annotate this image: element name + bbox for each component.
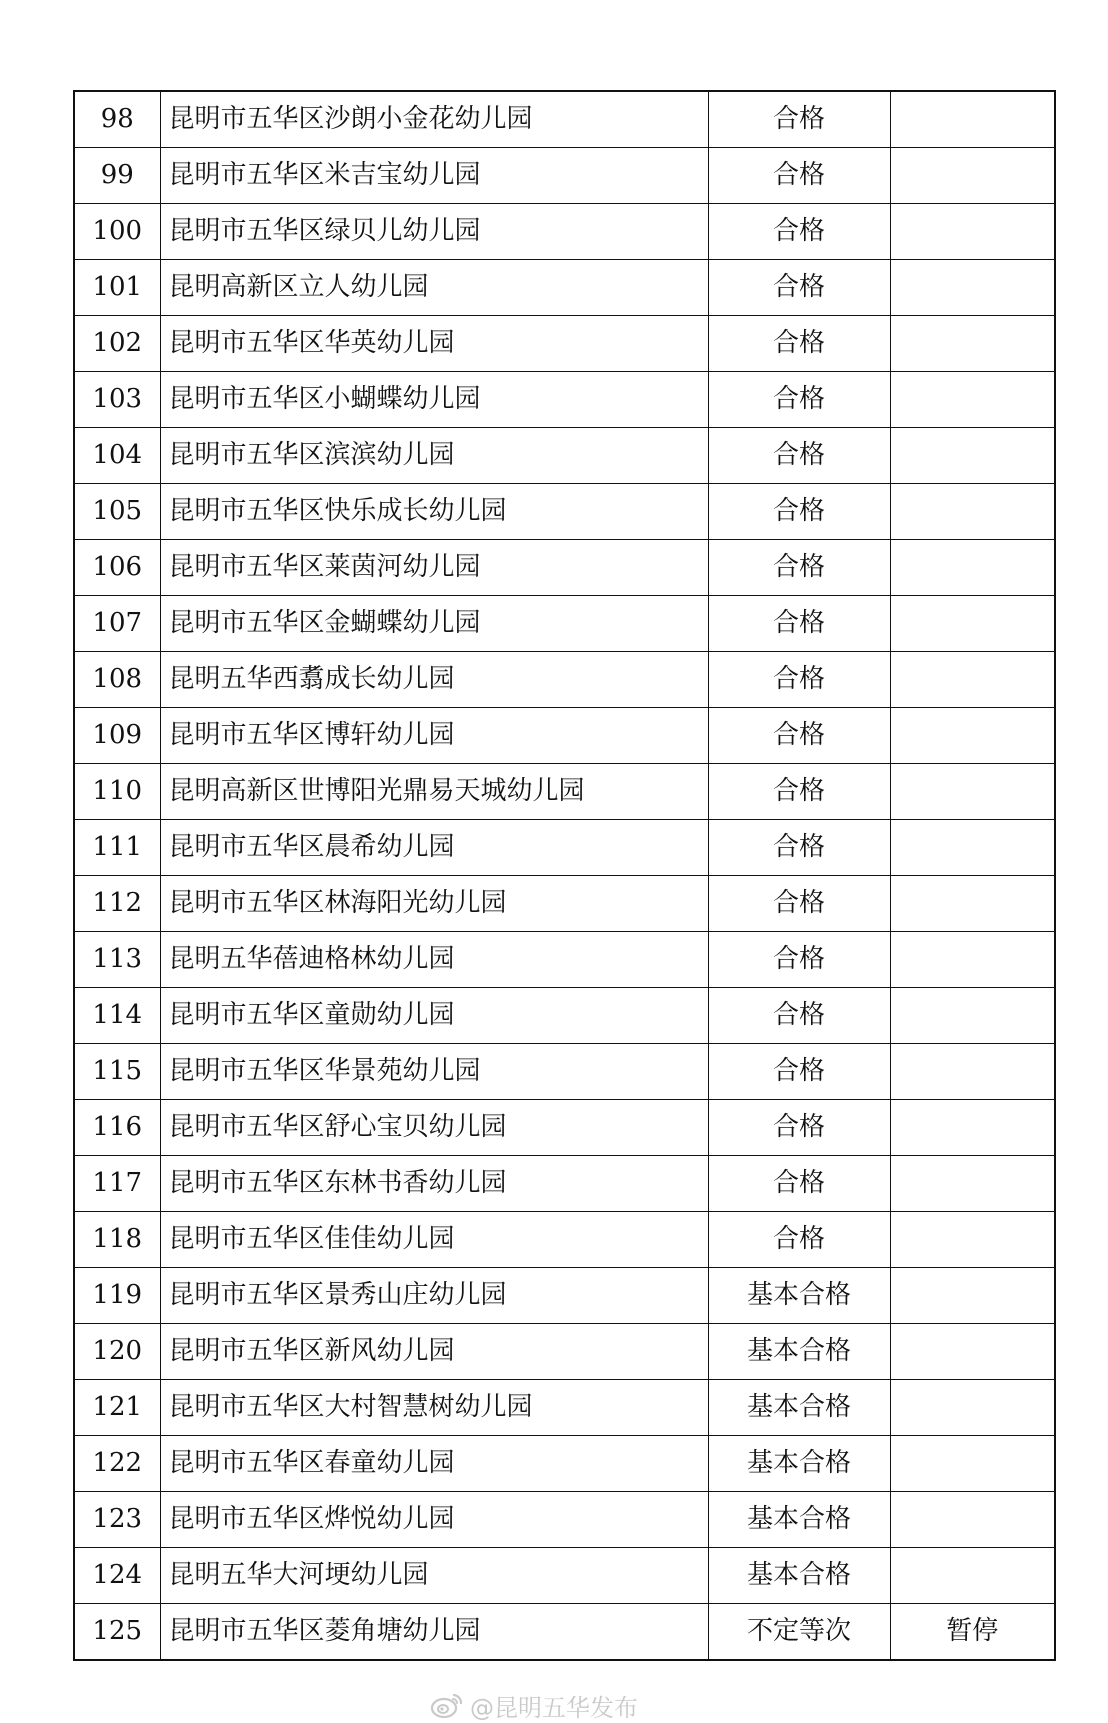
row-number: 105 xyxy=(74,484,160,540)
remark xyxy=(890,1100,1055,1156)
evaluation-result: 合格 xyxy=(708,820,890,876)
evaluation-result: 合格 xyxy=(708,708,890,764)
remark xyxy=(890,1436,1055,1492)
row-number: 109 xyxy=(74,708,160,764)
table-row xyxy=(74,91,1055,148)
table-row xyxy=(74,652,1055,708)
kindergarten-name: 昆明市五华区快乐成长幼儿园 xyxy=(160,484,708,540)
remark xyxy=(890,820,1055,876)
row-number: 108 xyxy=(74,652,160,708)
kindergarten-name: 昆明市五华区晨希幼儿园 xyxy=(160,820,708,876)
row-number: 118 xyxy=(74,1212,160,1268)
row-number: 102 xyxy=(74,316,160,372)
table-row xyxy=(74,1380,1055,1436)
evaluation-result: 合格 xyxy=(708,148,890,204)
remark xyxy=(890,1548,1055,1604)
table-row xyxy=(74,932,1055,988)
remark xyxy=(890,148,1055,204)
kindergarten-name: 昆明市五华区佳佳幼儿园 xyxy=(160,1212,708,1268)
table-row xyxy=(74,596,1055,652)
table-row xyxy=(74,1548,1055,1604)
remark xyxy=(890,1324,1055,1380)
evaluation-result: 合格 xyxy=(708,316,890,372)
kindergarten-name: 昆明五华大河埂幼儿园 xyxy=(160,1548,708,1604)
row-number: 110 xyxy=(74,764,160,820)
remark xyxy=(890,540,1055,596)
table-row xyxy=(74,204,1055,260)
evaluation-result: 合格 xyxy=(708,932,890,988)
table-row xyxy=(74,876,1055,932)
evaluation-result: 合格 xyxy=(708,204,890,260)
table-row xyxy=(74,428,1055,484)
row-number: 103 xyxy=(74,372,160,428)
kindergarten-name: 昆明市五华区景秀山庄幼儿园 xyxy=(160,1268,708,1324)
table-row xyxy=(74,1604,1055,1661)
kindergarten-name: 昆明市五华区米吉宝幼儿园 xyxy=(160,148,708,204)
kindergarten-name: 昆明市五华区沙朗小金花幼儿园 xyxy=(160,91,708,148)
weibo-icon xyxy=(430,1691,464,1719)
evaluation-result: 合格 xyxy=(708,988,890,1044)
evaluation-result: 基本合格 xyxy=(708,1436,890,1492)
remark xyxy=(890,428,1055,484)
kindergarten-name: 昆明市五华区金蝴蝶幼儿园 xyxy=(160,596,708,652)
kindergarten-name: 昆明五华蓓迪格林幼儿园 xyxy=(160,932,708,988)
remark xyxy=(890,91,1055,148)
kindergarten-name: 昆明市五华区华景苑幼儿园 xyxy=(160,1044,708,1100)
row-number: 106 xyxy=(74,540,160,596)
remark xyxy=(890,204,1055,260)
row-number: 115 xyxy=(74,1044,160,1100)
remark xyxy=(890,1212,1055,1268)
table-row xyxy=(74,1100,1055,1156)
kindergarten-name: 昆明市五华区华英幼儿园 xyxy=(160,316,708,372)
remark xyxy=(890,988,1055,1044)
evaluation-result: 合格 xyxy=(708,1100,890,1156)
row-number: 125 xyxy=(74,1604,160,1661)
evaluation-result: 合格 xyxy=(708,428,890,484)
table-row xyxy=(74,540,1055,596)
table-row xyxy=(74,372,1055,428)
row-number: 122 xyxy=(74,1436,160,1492)
table-row xyxy=(74,708,1055,764)
row-number: 111 xyxy=(74,820,160,876)
row-number: 104 xyxy=(74,428,160,484)
row-number: 112 xyxy=(74,876,160,932)
evaluation-result: 合格 xyxy=(708,372,890,428)
remark xyxy=(890,652,1055,708)
evaluation-result: 合格 xyxy=(708,484,890,540)
kindergarten-name: 昆明市五华区滨滨幼儿园 xyxy=(160,428,708,484)
remark xyxy=(890,1380,1055,1436)
kindergarten-name: 昆明高新区世博阳光鼎易天城幼儿园 xyxy=(160,764,708,820)
table-row xyxy=(74,1436,1055,1492)
table-row xyxy=(74,988,1055,1044)
row-number: 121 xyxy=(74,1380,160,1436)
remark xyxy=(890,932,1055,988)
evaluation-result: 基本合格 xyxy=(708,1492,890,1548)
kindergarten-name: 昆明市五华区莱茵河幼儿园 xyxy=(160,540,708,596)
table-row xyxy=(74,820,1055,876)
table-row xyxy=(74,484,1055,540)
row-number: 119 xyxy=(74,1268,160,1324)
remark xyxy=(890,372,1055,428)
results-table xyxy=(73,90,1056,1661)
kindergarten-name: 昆明市五华区舒心宝贝幼儿园 xyxy=(160,1100,708,1156)
kindergarten-name: 昆明市五华区烨悦幼儿园 xyxy=(160,1492,708,1548)
evaluation-result: 不定等次 xyxy=(708,1604,890,1661)
evaluation-result: 基本合格 xyxy=(708,1380,890,1436)
remark xyxy=(890,876,1055,932)
row-number: 120 xyxy=(74,1324,160,1380)
table-row xyxy=(74,1156,1055,1212)
kindergarten-name: 昆明高新区立人幼儿园 xyxy=(160,260,708,316)
remark xyxy=(890,1268,1055,1324)
kindergarten-name: 昆明市五华区博轩幼儿园 xyxy=(160,708,708,764)
remark xyxy=(890,484,1055,540)
table-row xyxy=(74,148,1055,204)
kindergarten-name: 昆明市五华区菱角塘幼儿园 xyxy=(160,1604,708,1661)
evaluation-result: 合格 xyxy=(708,260,890,316)
evaluation-result: 基本合格 xyxy=(708,1548,890,1604)
table-row xyxy=(74,1212,1055,1268)
remark xyxy=(890,764,1055,820)
kindergarten-name: 昆明市五华区大村智慧树幼儿园 xyxy=(160,1380,708,1436)
row-number: 117 xyxy=(74,1156,160,1212)
evaluation-result: 合格 xyxy=(708,876,890,932)
row-number: 116 xyxy=(74,1100,160,1156)
remark xyxy=(890,1156,1055,1212)
table-row xyxy=(74,316,1055,372)
remark xyxy=(890,1044,1055,1100)
kindergarten-name: 昆明市五华区东林书香幼儿园 xyxy=(160,1156,708,1212)
results-table-body xyxy=(74,91,1055,1660)
remark xyxy=(890,1492,1055,1548)
row-number: 123 xyxy=(74,1492,160,1548)
table-row xyxy=(74,764,1055,820)
kindergarten-name: 昆明市五华区绿贝儿幼儿园 xyxy=(160,204,708,260)
table-row xyxy=(74,1324,1055,1380)
row-number: 100 xyxy=(74,204,160,260)
evaluation-result: 合格 xyxy=(708,540,890,596)
table-row xyxy=(74,1268,1055,1324)
kindergarten-name: 昆明市五华区春童幼儿园 xyxy=(160,1436,708,1492)
kindergarten-name: 昆明市五华区小蝴蝶幼儿园 xyxy=(160,372,708,428)
kindergarten-name: 昆明五华西翥成长幼儿园 xyxy=(160,652,708,708)
evaluation-result: 合格 xyxy=(708,596,890,652)
watermark-text: @昆明五华发布 xyxy=(470,1693,638,1722)
watermark xyxy=(430,1690,638,1720)
table-row xyxy=(74,260,1055,316)
kindergarten-name: 昆明市五华区林海阳光幼儿园 xyxy=(160,876,708,932)
row-number: 101 xyxy=(74,260,160,316)
remark xyxy=(890,596,1055,652)
remark xyxy=(890,316,1055,372)
remark xyxy=(890,260,1055,316)
row-number: 114 xyxy=(74,988,160,1044)
kindergarten-name: 昆明市五华区童勋幼儿园 xyxy=(160,988,708,1044)
row-number: 99 xyxy=(74,148,160,204)
evaluation-result: 合格 xyxy=(708,91,890,148)
evaluation-result: 基本合格 xyxy=(708,1268,890,1324)
evaluation-result: 合格 xyxy=(708,1156,890,1212)
row-number: 107 xyxy=(74,596,160,652)
evaluation-result: 基本合格 xyxy=(708,1324,890,1380)
row-number: 113 xyxy=(74,932,160,988)
row-number: 124 xyxy=(74,1548,160,1604)
evaluation-result: 合格 xyxy=(708,764,890,820)
table-row xyxy=(74,1044,1055,1100)
evaluation-result: 合格 xyxy=(708,1044,890,1100)
evaluation-result: 合格 xyxy=(708,652,890,708)
remark: 暂停 xyxy=(890,1604,1055,1661)
row-number: 98 xyxy=(74,91,160,148)
kindergarten-name: 昆明市五华区新风幼儿园 xyxy=(160,1324,708,1380)
table-row xyxy=(74,1492,1055,1548)
evaluation-result: 合格 xyxy=(708,1212,890,1268)
remark xyxy=(890,708,1055,764)
